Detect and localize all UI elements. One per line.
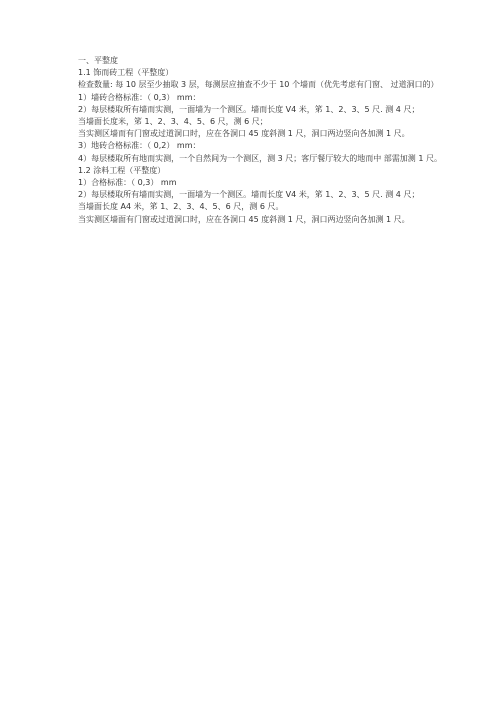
wall-length-rule: 当墙面长度米，笫 1、2、3、4、5、6 尺，测 6 尺； xyxy=(78,117,268,127)
opening-measure-rule: 当实测区墙而有门窗或过道洞口时，应在各洞口 45 度斜测 1 尺，洞口两边竖向各加测 1 尺。 xyxy=(78,129,410,139)
paint-wall-measure-rule: 2）每层楼取所有墙而实测，一面墙为一个测区。墙而长度 V4 米，笫 1、2、3、5 尺. 测 4 尺； xyxy=(78,190,420,200)
paint-wall-length-rule: 当墙面长度 A4 米，笫 1、2、3、4、5、6 尺，测 6 尺。 xyxy=(78,202,284,212)
document-body xyxy=(62,55,442,226)
paint-standard: 1）合格标准：（ 0,3） mm xyxy=(78,178,177,188)
wall-tile-standard: 1）墙砖合格标准：（ 0,3） mm： xyxy=(78,92,201,102)
floor-measure-rule: 4）每层楼取所有地而实测，一个自然间为一个测区，测 3 尺；客厅餐厅较大的地而中 部需加测 1 尺。 xyxy=(78,153,442,163)
inspection-quantity-paragraph: 检查数量: 每 10 层至少抽取 3 层，每测层应抽查不少于 10 个墙而（优先考虑有门窗、 过道洞口的） xyxy=(78,80,439,90)
section-title: 一、平整度 xyxy=(78,56,118,65)
subsection-heading-paint: 1.2 涂料工程（平整度） xyxy=(78,165,166,175)
floor-tile-standard: 3）地砖合格标准：（ 0,2） mm： xyxy=(78,141,201,151)
wall-measure-rule: 2）每层楼取所有墙而实测，一面墙为一个测区。墙而长度 V4 米，笫 1、2、3、5 尺. 测 4 尺； xyxy=(78,104,420,114)
paint-opening-measure-rule: 当实测区墙面有门窗或过道洞口时，应在各洞口 45 度斜测 1 尺，洞口两边竖向各加测 1 尺。 xyxy=(78,214,410,224)
subsection-heading-tile: 1.1 饰而砖工程（平整度） xyxy=(78,68,174,78)
